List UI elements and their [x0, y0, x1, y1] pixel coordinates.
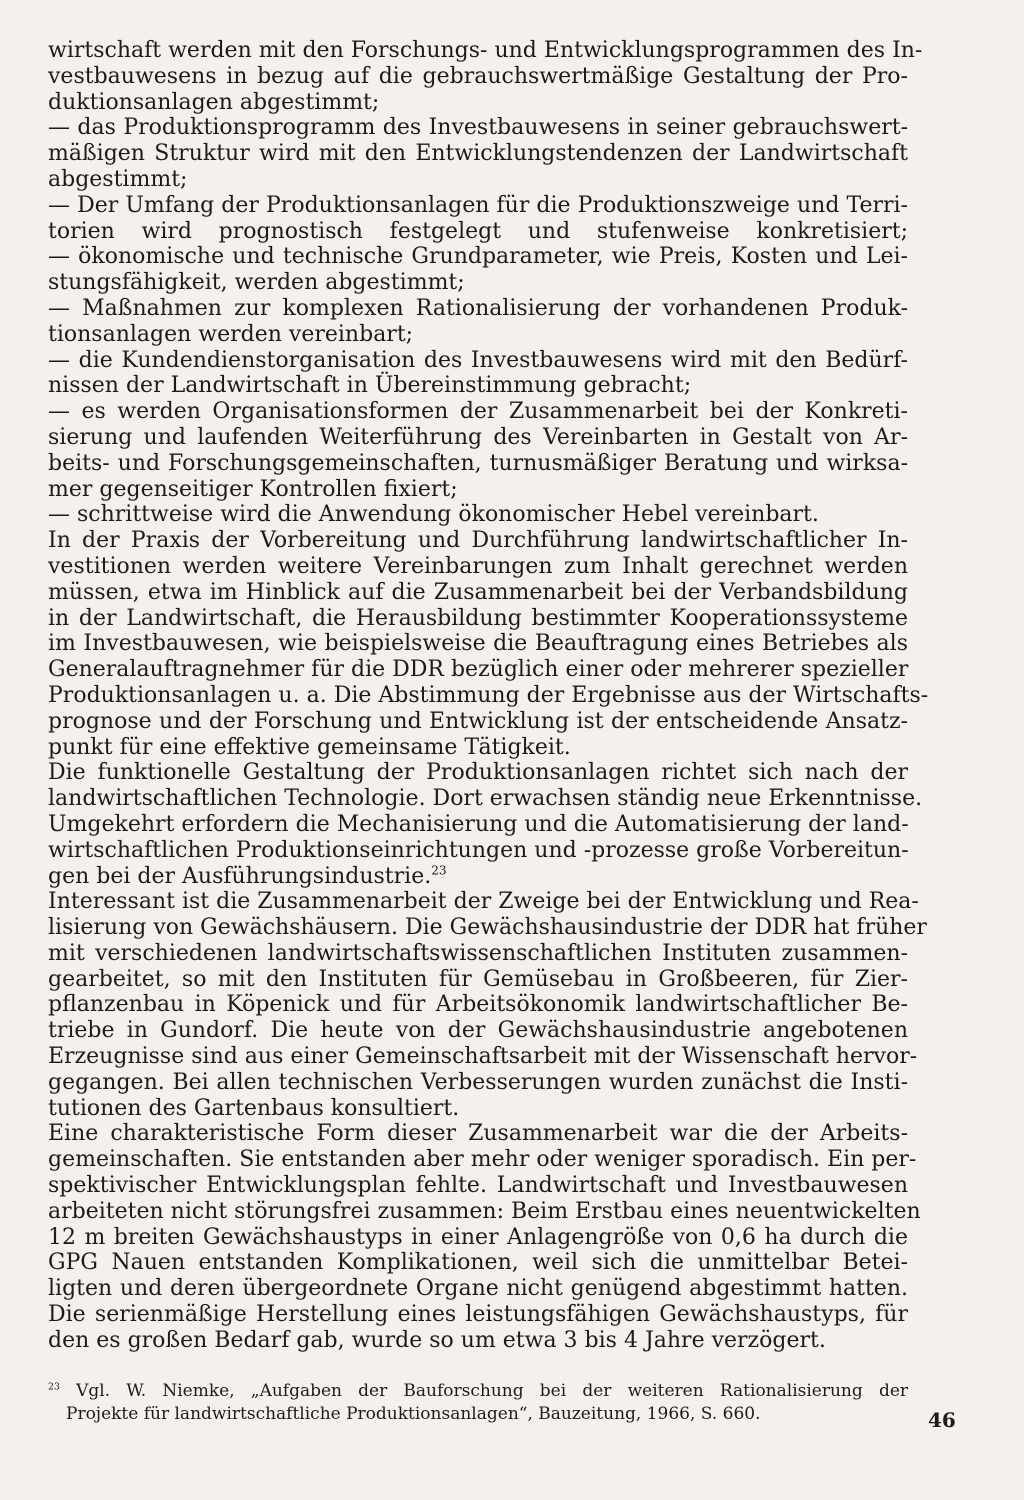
footnote-reference[interactable]: 23 — [431, 863, 447, 878]
text-line: — die Kundendienstorganisation des Investbauwesens wird mit den Bedürf- — [48, 347, 908, 373]
text-line: torien wird prognostisch festgelegt und stufenweise konkretisiert; — [48, 218, 908, 244]
footnote-number: 23 — [48, 1381, 60, 1393]
text-line: In der Praxis der Vorbereitung und Durchführung landwirtschaftlicher In- — [48, 528, 908, 554]
text-line: ligten und deren übergeordnete Organe nicht genügend abgestimmt hatten. — [48, 1276, 908, 1302]
footnote-text: Vgl. W. Niemke, „Aufgaben der Bauforschung bei der weiteren Rationalisierung der — [76, 1381, 909, 1401]
text-line: Produktionsanlagen u. a. Die Abstimmung der Ergebnisse aus der Wirtschafts- — [48, 682, 929, 708]
footnote-line: Projekte für landwirtschaftliche Produktionsanlagen“, Bauzeitung, 1966, S. 660. — [66, 1404, 761, 1424]
text-line: vestitionen werden weitere Vereinbarungen zum Inhalt gerechnet werden — [48, 553, 908, 579]
text-line: den es großen Bedarf gab, wurde so um etwa 3 bis 4 Jahre verzögert. — [48, 1327, 826, 1353]
text-line: gearbeitet, so mit den Instituten für Gemüsebau in Großbeeren, für Zier- — [48, 966, 908, 992]
text-line: Umgekehrt erfordern die Mechanisierung und die Automatisierung der land- — [48, 811, 909, 837]
text-line: abgestimmt; — [48, 166, 188, 192]
text-line: mäßigen Struktur wird mit den Entwicklungstendenzen der Landwirtschaft — [48, 141, 908, 167]
text-line-content: gen bei der Ausführungsindustrie. — [48, 863, 432, 889]
text-line: beits- und Forschungsgemeinschaften, turnusmäßiger Beratung und wirksa- — [48, 450, 908, 476]
body-text — [48, 38, 929, 1354]
text-line: nissen der Landwirtschaft in Übereinstimmung gebracht; — [48, 373, 692, 399]
text-line: Eine charakteristische Form dieser Zusammenarbeit war die der Arbeits- — [48, 1121, 908, 1147]
text-line: 12 m breiten Gewächshaustyps in einer Anlagengröße von 0,6 ha durch die — [48, 1224, 908, 1250]
text-line: — ökonomische und technische Grundparameter, wie Preis, Kosten und Lei- — [48, 244, 908, 270]
text-line: in der Landwirtschaft, die Herausbildung bestimmter Kooperationssysteme — [48, 605, 908, 631]
text-line: Die serienmäßige Herstellung eines leistungsfähigen Gewächshaustyps, für — [48, 1302, 908, 1328]
text-line: punkt für eine effektive gemeinsame Tätigkeit. — [48, 734, 571, 760]
text-line: wirtschaft werden mit den Forschungs- und Entwicklungsprogrammen des In- — [48, 38, 923, 63]
page-number: 46 — [928, 1408, 956, 1432]
text-line: — das Produktionsprogramm des Investbauwesens in seiner gebrauchswert- — [48, 115, 908, 141]
text-line: Interessant ist die Zusammenarbeit der Zweige bei der Entwicklung und Rea- — [48, 889, 919, 915]
text-line: Erzeugnisse sind aus einer Gemeinschaftsarbeit mit der Wissenschaft hervor- — [48, 1044, 918, 1070]
text-line: gegangen. Bei allen technischen Verbesserungen wurden zunächst die Insti- — [48, 1069, 908, 1095]
text-line: gemeinschaften. Sie entstanden aber mehr oder weniger sporadisch. Ein per- — [48, 1147, 917, 1173]
text-line: GPG Nauen entstanden Komplikationen, weil sich die unmittelbar Betei- — [48, 1250, 908, 1276]
text-line: müssen, etwa im Hinblick auf die Zusammenarbeit bei der Verbandsbildung — [48, 579, 908, 605]
text-line: triebe in Gundorf. Die heute von der Gewächshausindustrie angebotenen — [48, 1018, 908, 1044]
text-line: lisierung von Gewächshäusern. Die Gewächshausindustrie der DDR hat früher — [48, 915, 927, 941]
text-line: mer gegenseitiger Kontrollen fixiert; — [48, 476, 458, 502]
text-line: sierung und laufenden Weiterführung des Vereinbarten in Gestalt von Ar- — [48, 424, 908, 450]
text-line: tionsanlagen werden vereinbart; — [48, 321, 414, 347]
text-line — [48, 864, 908, 890]
text-line: landwirtschaftlichen Technologie. Dort erwachsen ständig neue Erkenntnisse. — [48, 786, 923, 812]
text-line: im Investbauwesen, wie beispielsweise die Beauftragung eines Betriebes als — [48, 631, 908, 657]
text-line: — schrittweise wird die Anwendung ökonomischer Hebel vereinbart. — [48, 502, 819, 528]
text-line: spektivischer Entwicklungsplan fehlte. Landwirtschaft und Investbauwesen — [48, 1173, 908, 1199]
text-line: vestbauwesens in bezug auf die gebrauchswertmäßige Gestaltung der Pro- — [48, 63, 908, 89]
text-line: — Der Umfang der Produktionsanlagen für die Produktionszweige und Terri- — [48, 192, 908, 218]
text-line: wirtschaftlichen Produktionseinrichtungen und -prozesse große Vorbereitun- — [48, 837, 909, 863]
text-line: arbeiteten nicht störungsfrei zusammen: Beim Erstbau eines neuentwickelten — [48, 1198, 921, 1224]
text-line: Generalauftragnehmer für die DDR bezüglich einer oder mehrerer spezieller — [48, 657, 909, 683]
text-line: prognose und der Forschung und Entwicklung ist der entscheidende Ansatz- — [48, 708, 908, 734]
text-line: mit verschiedenen landwirtschaftswissenschaftlichen Instituten zusammen- — [48, 940, 908, 966]
text-line: — Maßnahmen zur komplexen Rationalisierung der vorhandenen Produk- — [48, 295, 908, 321]
text-line: pflanzenbau in Köpenick und für Arbeitsökonomik landwirtschaftlicher Be- — [48, 992, 908, 1018]
text-line: Die funktionelle Gestaltung der Produktionsanlagen richtet sich nach der — [48, 760, 908, 786]
text-line: stungsfähigkeit, werden abgestimmt; — [48, 270, 465, 296]
text-line: duktionsanlagen abgestimmt; — [48, 89, 380, 115]
footnote — [48, 1380, 908, 1426]
text-line: tutionen des Gartenbaus konsultiert. — [48, 1095, 460, 1121]
footnote-line — [48, 1380, 908, 1403]
text-line: — es werden Organisationsformen der Zusammenarbeit bei der Konkreti- — [48, 399, 908, 425]
